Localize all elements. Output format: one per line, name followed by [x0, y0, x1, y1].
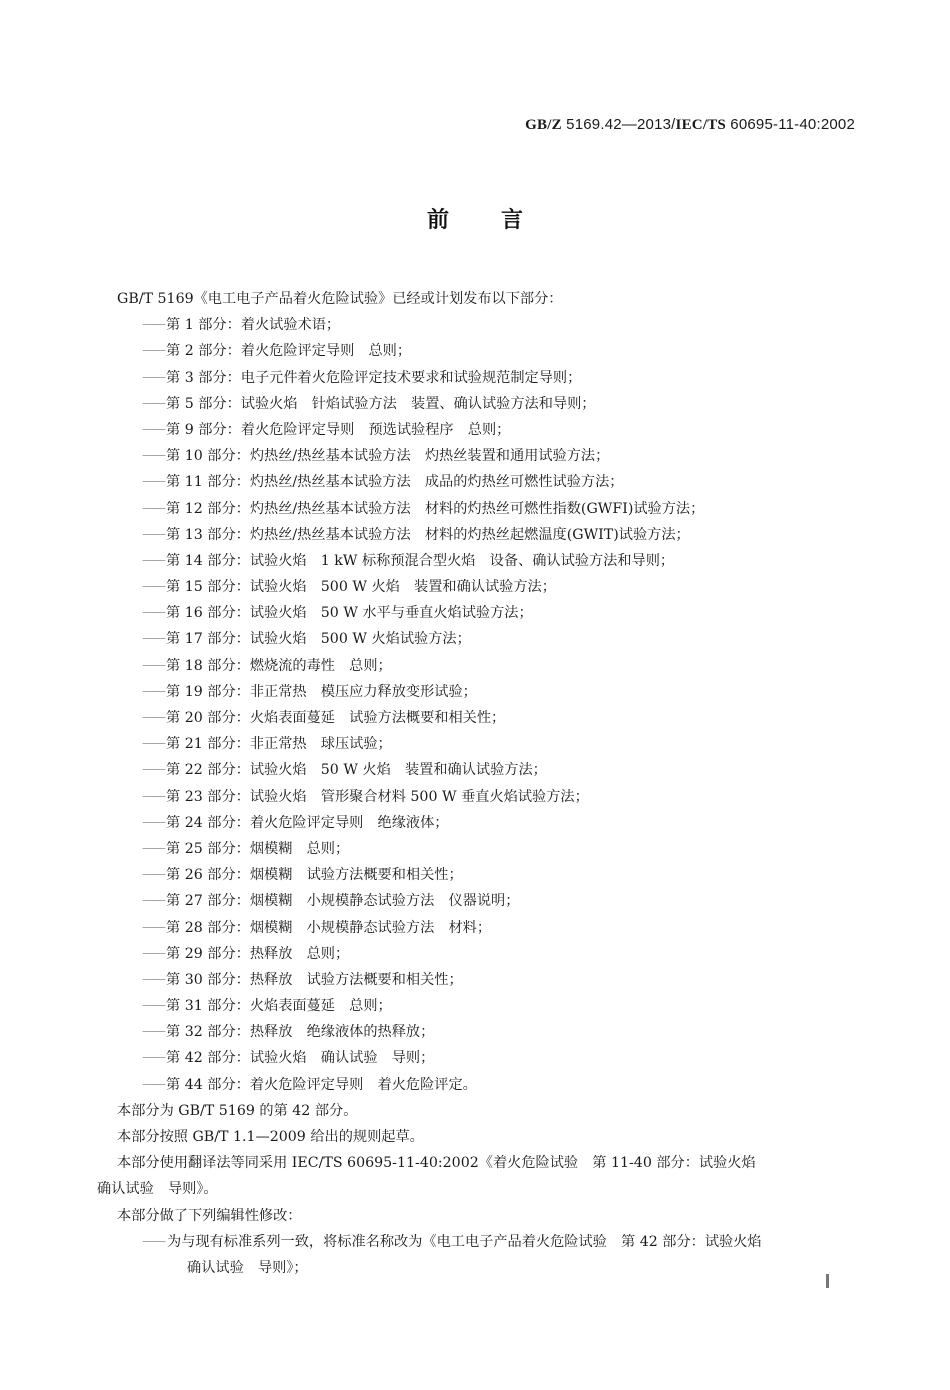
dash-marker: —— [142, 736, 164, 752]
standard-number [525, 116, 855, 134]
part-item: —— 第 26 部分：烟模糊 试验方法概要和相关性； [131, 862, 856, 888]
part-item: —— 第 1 部分：着火试验术语； [131, 312, 856, 338]
dash-marker: —— [142, 893, 164, 909]
part-item: —— 第 28 部分：烟模糊 小规模静态试验方法 材料； [131, 915, 856, 941]
dash-marker: —— [142, 762, 164, 778]
dash-marker: —— [142, 683, 164, 699]
part-item: —— 第 31 部分：火焰表面蔓延 总则； [131, 993, 856, 1019]
part-item: —— 第 15 部分：试验火焰 500 W 火焰 装置和确认试验方法； [131, 574, 856, 600]
dash-marker: —— [142, 474, 164, 490]
part-item: —— 第 17 部分：试验火焰 500 W 火焰试验方法； [131, 626, 856, 652]
dash-marker: —— [142, 840, 164, 856]
part-item: —— 第 21 部分：非正常热 球压试验； [131, 731, 856, 757]
page-number [826, 1274, 829, 1288]
dash-marker: —— [142, 867, 164, 883]
dash-marker: —— [142, 421, 164, 437]
dash-marker: —— [142, 945, 164, 961]
dash-marker: —— [142, 788, 164, 804]
part-item: —— 第 29 部分：热释放 总则； [131, 941, 856, 967]
part-item: —— 第 18 部分：燃烧流的毒性 总则； [131, 653, 856, 679]
dash-marker: —— [142, 1024, 164, 1040]
dash-marker: —— [142, 971, 164, 987]
part-item: —— 第 22 部分：试验火焰 50 W 火焰 装置和确认试验方法； [131, 757, 856, 783]
paragraph-adoption-continued: 确认试验 导则》。 [97, 1181, 218, 1198]
dash-marker: —— [142, 500, 164, 516]
dash-marker: —— [142, 998, 164, 1014]
paragraph-part-number: 本部分为 GB/T 5169 的第 42 部分。 [117, 1102, 358, 1119]
part-item: —— 第 14 部分：试验火焰 1 kW 标称预混合型火焰 设备、确认试验方法和导则； [131, 548, 856, 574]
dash-marker: —— [142, 631, 164, 647]
part-item: —— 第 19 部分：非正常热 模压应力释放变形试验； [131, 679, 856, 705]
dash-marker: —— [142, 579, 164, 595]
paragraph-drafting-rules: 本部分按照 GB/T 1.1—2009 给出的规则起草。 [117, 1129, 424, 1145]
std-iec: IEC/TS [675, 117, 726, 133]
part-item: —— 第 27 部分：烟模糊 小规模静态试验方法 仪器说明； [131, 888, 856, 914]
dash-marker: —— [142, 710, 164, 725]
foreword-body [97, 286, 856, 1281]
std-suffix: 60695-11-40:2002 [725, 116, 855, 133]
paragraph-editorial-changes: 本部分做了下列编辑性修改： [117, 1207, 302, 1224]
part-item: —— 第 12 部分：灼热丝/热丝基本试验方法 材料的灼热丝可燃性指数(GWFI)试验方法； [131, 496, 856, 522]
editorial-change-item: —— 为与现有标准系列一致，将标准名称改为《电工电子产品着火危险试验 第 42 部分：试验火焰 [131, 1229, 856, 1255]
dash-marker: —— [142, 343, 164, 359]
std-body: 5169.42—2013/ [561, 116, 676, 133]
editorial-change-item-continued: 确认试验 导则》； [187, 1259, 308, 1276]
part-item: —— 第 5 部分：试验火焰 针焰试验方法 装置、确认试验方法和导则； [131, 391, 856, 417]
dash-marker: —— [142, 317, 164, 333]
page-title: 前言 [426, 208, 575, 233]
part-item: —— 第 42 部分：试验火焰 确认试验 导则； [131, 1045, 856, 1071]
part-item: —— 第 30 部分：热释放 试验方法概要和相关性； [131, 967, 856, 993]
part-item: —— 第 20 部分：火焰表面蔓延 试验方法概要和相关性； [131, 705, 856, 731]
part-item: —— 第 24 部分：着火危险评定导则 绝缘液体； [131, 810, 856, 836]
dash-marker: —— [142, 526, 164, 542]
paragraph-adoption: 本部分使用翻译法等同采用 IEC/TS 60695-11-40:2002《着火危险试验 第 11-40 部分：试验火焰 [117, 1155, 756, 1172]
part-item: —— 第 23 部分：试验火焰 管形聚合材料 500 W 垂直火焰试验方法； [131, 784, 856, 810]
dash-marker: —— [142, 1233, 164, 1249]
part-item: —— 第 13 部分：灼热丝/热丝基本试验方法 材料的灼热丝起燃温度(GWIT)试验方法； [131, 522, 856, 548]
dash-marker: —— [142, 1050, 164, 1066]
part-item: —— 第 10 部分：灼热丝/热丝基本试验方法 灼热丝装置和通用试验方法； [131, 443, 856, 469]
dash-marker: —— [142, 369, 164, 385]
dash-marker: —— [142, 605, 164, 621]
part-item: —— 第 16 部分：试验火焰 50 W 水平与垂直火焰试验方法； [131, 600, 856, 626]
dash-marker: —— [142, 919, 164, 935]
parts-list [131, 312, 856, 1098]
intro-paragraph: GB/T 5169《电工电子产品着火危险试验》已经或计划发布以下部分： [117, 291, 563, 307]
dash-marker: —— [142, 448, 164, 464]
part-item: —— 第 2 部分：着火危险评定导则 总则； [131, 338, 856, 364]
dash-marker: —— [142, 552, 164, 568]
dash-marker: —— [142, 814, 164, 830]
part-item: —— 第 9 部分：着火危险评定导则 预选试验程序 总则； [131, 417, 856, 443]
dash-marker: —— [142, 657, 164, 673]
part-item: —— 第 3 部分：电子元件着火危险评定技术要求和试验规范制定导则； [131, 365, 856, 391]
part-item: —— 第 11 部分：灼热丝/热丝基本试验方法 成品的灼热丝可燃性试验方法； [131, 469, 856, 495]
dash-marker: —— [142, 395, 164, 411]
part-item: —— 第 44 部分：着火危险评定导则 着火危险评定。 [131, 1072, 856, 1098]
std-prefix: GB/Z [525, 117, 562, 133]
part-item: —— 第 25 部分：烟模糊 总则； [131, 836, 856, 862]
dash-marker: —— [142, 1076, 164, 1092]
part-item: —— 第 32 部分：热释放 绝缘液体的热释放； [131, 1019, 856, 1045]
